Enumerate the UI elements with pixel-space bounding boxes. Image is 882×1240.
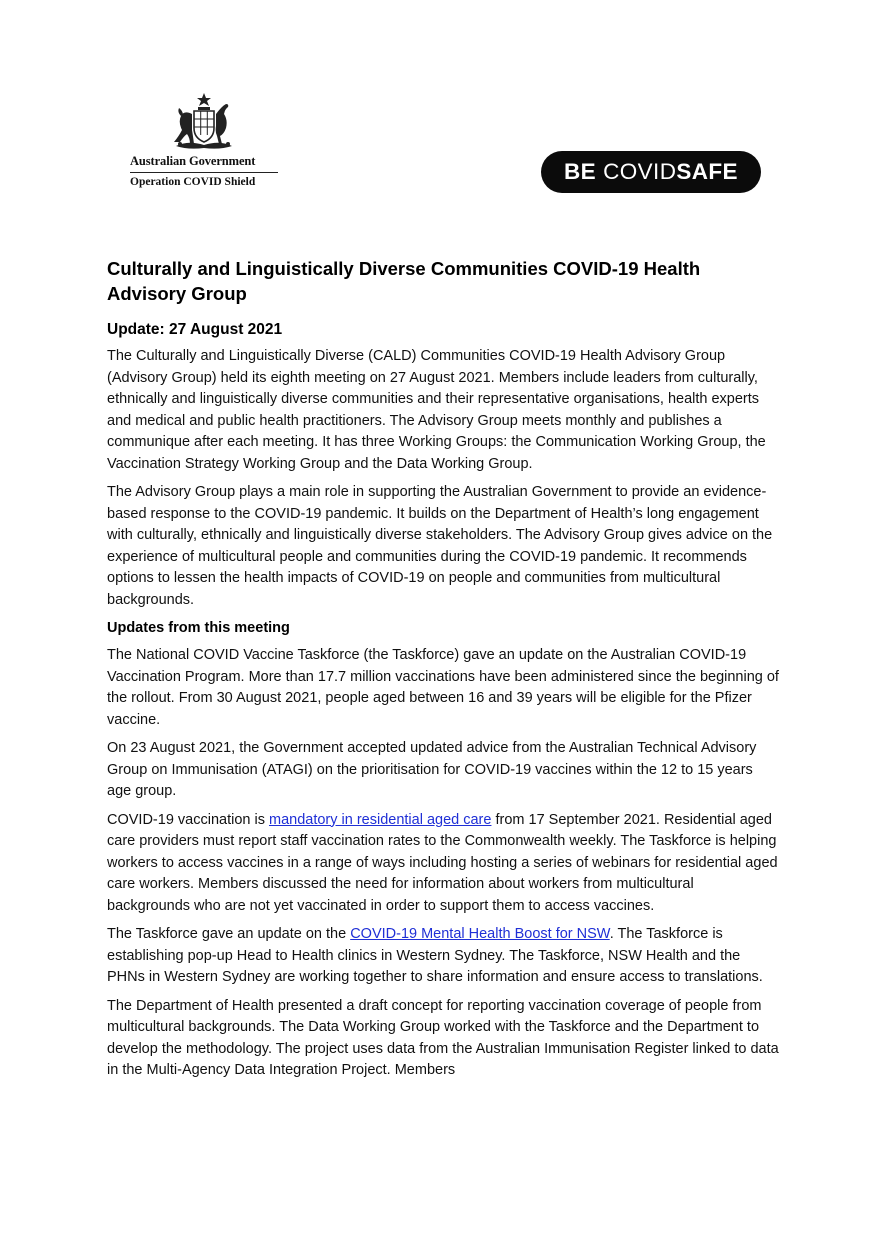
paragraph-atagi: On 23 August 2021, the Government accepted updated advice from the Australian Technical Advisory Group on Immunisation (ATAGI) on the prioritisation for COVID-19 vaccines within the 12 to 15 years age group.	[107, 740, 757, 799]
mandatory-aged-care-link[interactable]: mandatory in residential aged care	[268, 811, 492, 828]
paragraph-aged-care	[107, 810, 779, 918]
mental-health-boost-link[interactable]: COVID-19 Mental Health Boost for NSW	[350, 926, 610, 942]
updates-heading: Updates from this meeting	[107, 620, 290, 636]
document-body	[107, 256, 779, 1089]
paragraph-intro: The Culturally and Linguistically Diverse (CALD) Communities COVID-19 Health Advisory Group (Advisory Group) held its eighth meeting on 27 August 2021. Members include leaders from culturally, ethnically and linguistically diverse communities and their representative organisations, health experts and medical and public health practitioners. The Advisory Group meets monthly and publishes a communique after each meeting. It has three Working Groups: the Communication Working Group, the Vaccination Strategy Working Group and the Data Working Group.	[107, 348, 766, 472]
aged-care-text-b: from 17 September 2021. Residential aged care providers must report staff vaccination rates to the Commonwealth weekly. The Taskforce is helping workers to access vaccines in a range of ways including hosting a series of webinars for residential aged care workers. Members discussed the need for information about workers from multicultural backgrounds who are not yet vaccinated in order to support them to access vaccines.	[107, 811, 778, 914]
badge-covid: COVID	[603, 159, 677, 184]
update-heading: Update: 27 August 2021	[107, 321, 283, 338]
badge-be: BE	[564, 159, 597, 184]
logo-divider	[130, 172, 278, 173]
paragraph-taskforce-update: The National COVID Vaccine Taskforce (the Taskforce) gave an update on the Australian COVID-19 Vaccination Program. More than 17.7 million vaccinations have been administered since the beginning of the rollout. From 30 August 2021, people aged between 16 and 39 years will be eligible for the Pfizer vaccine.	[107, 647, 779, 728]
paragraph-role: The Advisory Group plays a main role in supporting the Australian Government to provide an evidence-based response to the COVID-19 pandemic. It builds on the Department of Health’s long engagement with culturally, ethnically and linguistically diverse stakeholders. The Advisory Group gives advice on the experience of multicultural people and communities during the COVID-19 pandemic. It recommends options to lessen the health impacts of COVID-19 on people and communities from multicultural backgrounds.	[107, 484, 773, 608]
government-logo	[130, 92, 280, 192]
paragraph-mental-health	[107, 924, 779, 989]
coat-of-arms-icon	[168, 92, 240, 152]
paragraph-data-reporting: The Department of Health presented a draft concept for reporting vaccination coverage of people from multicultural backgrounds. The Data Working Group worked with the Taskforce and the Department to develop the methodology. The project uses data from the Australian Immunisation Register linked to data in the Multi-Agency Data Integration Project. Members	[107, 997, 779, 1078]
operation-name: Operation COVID Shield	[130, 176, 256, 188]
be-covidsafe-logo	[541, 151, 761, 193]
badge-safe: SAFE	[676, 159, 738, 184]
mental-health-text-a: The Taskforce gave an update on the	[107, 926, 351, 942]
government-name: Australian Government	[130, 154, 256, 168]
document-title: Culturally and Linguistically Diverse Communities COVID-19 Health Advisory Group	[107, 258, 701, 304]
mental-health-text-b: . The Taskforce is establishing pop-up Head to Health clinics in Western Sydney. The Taskforce, NSW Health and the PHNs in Western Sydney are working together to share information and ensure access to translations.	[107, 926, 763, 985]
aged-care-text-a: COVID-19 vaccination is	[107, 811, 269, 828]
